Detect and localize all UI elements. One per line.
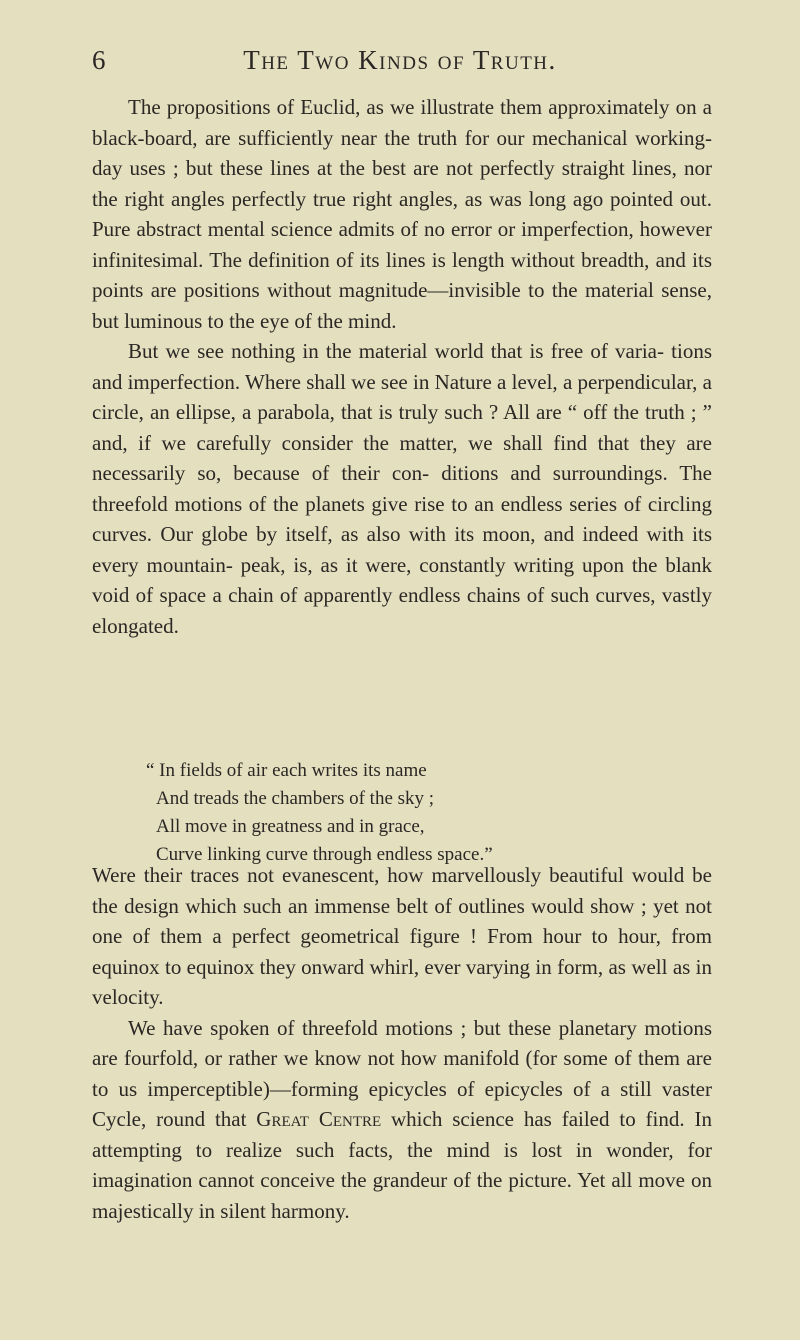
paragraph-planetary-motions — [92, 1013, 712, 1227]
poem-quotation — [146, 757, 706, 869]
poem-line-2: And treads the chambers of the sky ; — [156, 788, 435, 809]
poem-line-3: All move in greatness and in grace, — [156, 816, 425, 837]
running-title — [0, 40, 800, 80]
paragraph-euclid: The propositions of Euclid, as we illustrate them approximately on a black-board, are sufficiently near the truth for our mechanical working-day uses ; but these lines at the best are not perfectly straight lines, nor the right angles perfectly true right angles, as was long ago pointed out. Pure abstract mental science admits of no error or imperfection, however infinitesimal. The definition of its lines is length without breadth, and its points are positions without magnitude—invisible to the material sense, but luminous to the eye of the mind. — [92, 95, 712, 333]
page-number: 6 — [92, 45, 106, 75]
poem-line-4: Curve linking curve through endless space.” — [156, 844, 493, 865]
paragraph-traces: Were their traces not evanescent, how marvellously beautiful would be the design which such an immense belt of outlines would show ; yet not one of them a perfect geometrical figure ! From hour to hour, from equinox to equinox they onward whirl, ever varying in form, as well as in velocity. — [92, 863, 712, 1009]
running-title-text: The Two Kinds of Truth. — [243, 45, 557, 75]
page-header — [0, 38, 800, 82]
paragraph-planetary-text-2: which science has failed to find. In attempting to realize such facts, the mind is lost in wonder, for imagination cannot conceive the grandeur of the picture. Yet all move on majestically in silent harmony. — [92, 1107, 712, 1223]
paragraph-planetary-text-1: We have spoken of threefold motions ; but these planetary motions are fourfold, or rather we know not how manifold (for some of them are to us imperceptible)—forming epicycles of epicycles of a still vaster Cycle, round that — [92, 1015, 712, 1131]
great-centre-emphasis: Great Centre — [256, 1107, 382, 1131]
paragraph-material-world: But we see nothing in the material world that is free of varia- tions and imperfection. Where shall we see in Nature a level, a perpendicular, a circle, an ellipse, a parabola, that is truly such ? All are “ off the truth ; ” and, if we carefully consider the matter, we shall find that they are necessarily so, because of their con- ditions and surroundings. The threefold motions of the planets give rise to an endless series of circling curves. Our globe by itself, as also with its moon, and indeed with its every mountain- peak, is, as it were, constantly writing upon the blank void of space a chain of apparently endless chains of such curves, vastly elongated. — [92, 339, 712, 638]
poem-line-1: “ In fields of air each writes its name — [146, 760, 427, 781]
body-text-bottom — [92, 860, 712, 1226]
body-text-top — [92, 92, 712, 641]
